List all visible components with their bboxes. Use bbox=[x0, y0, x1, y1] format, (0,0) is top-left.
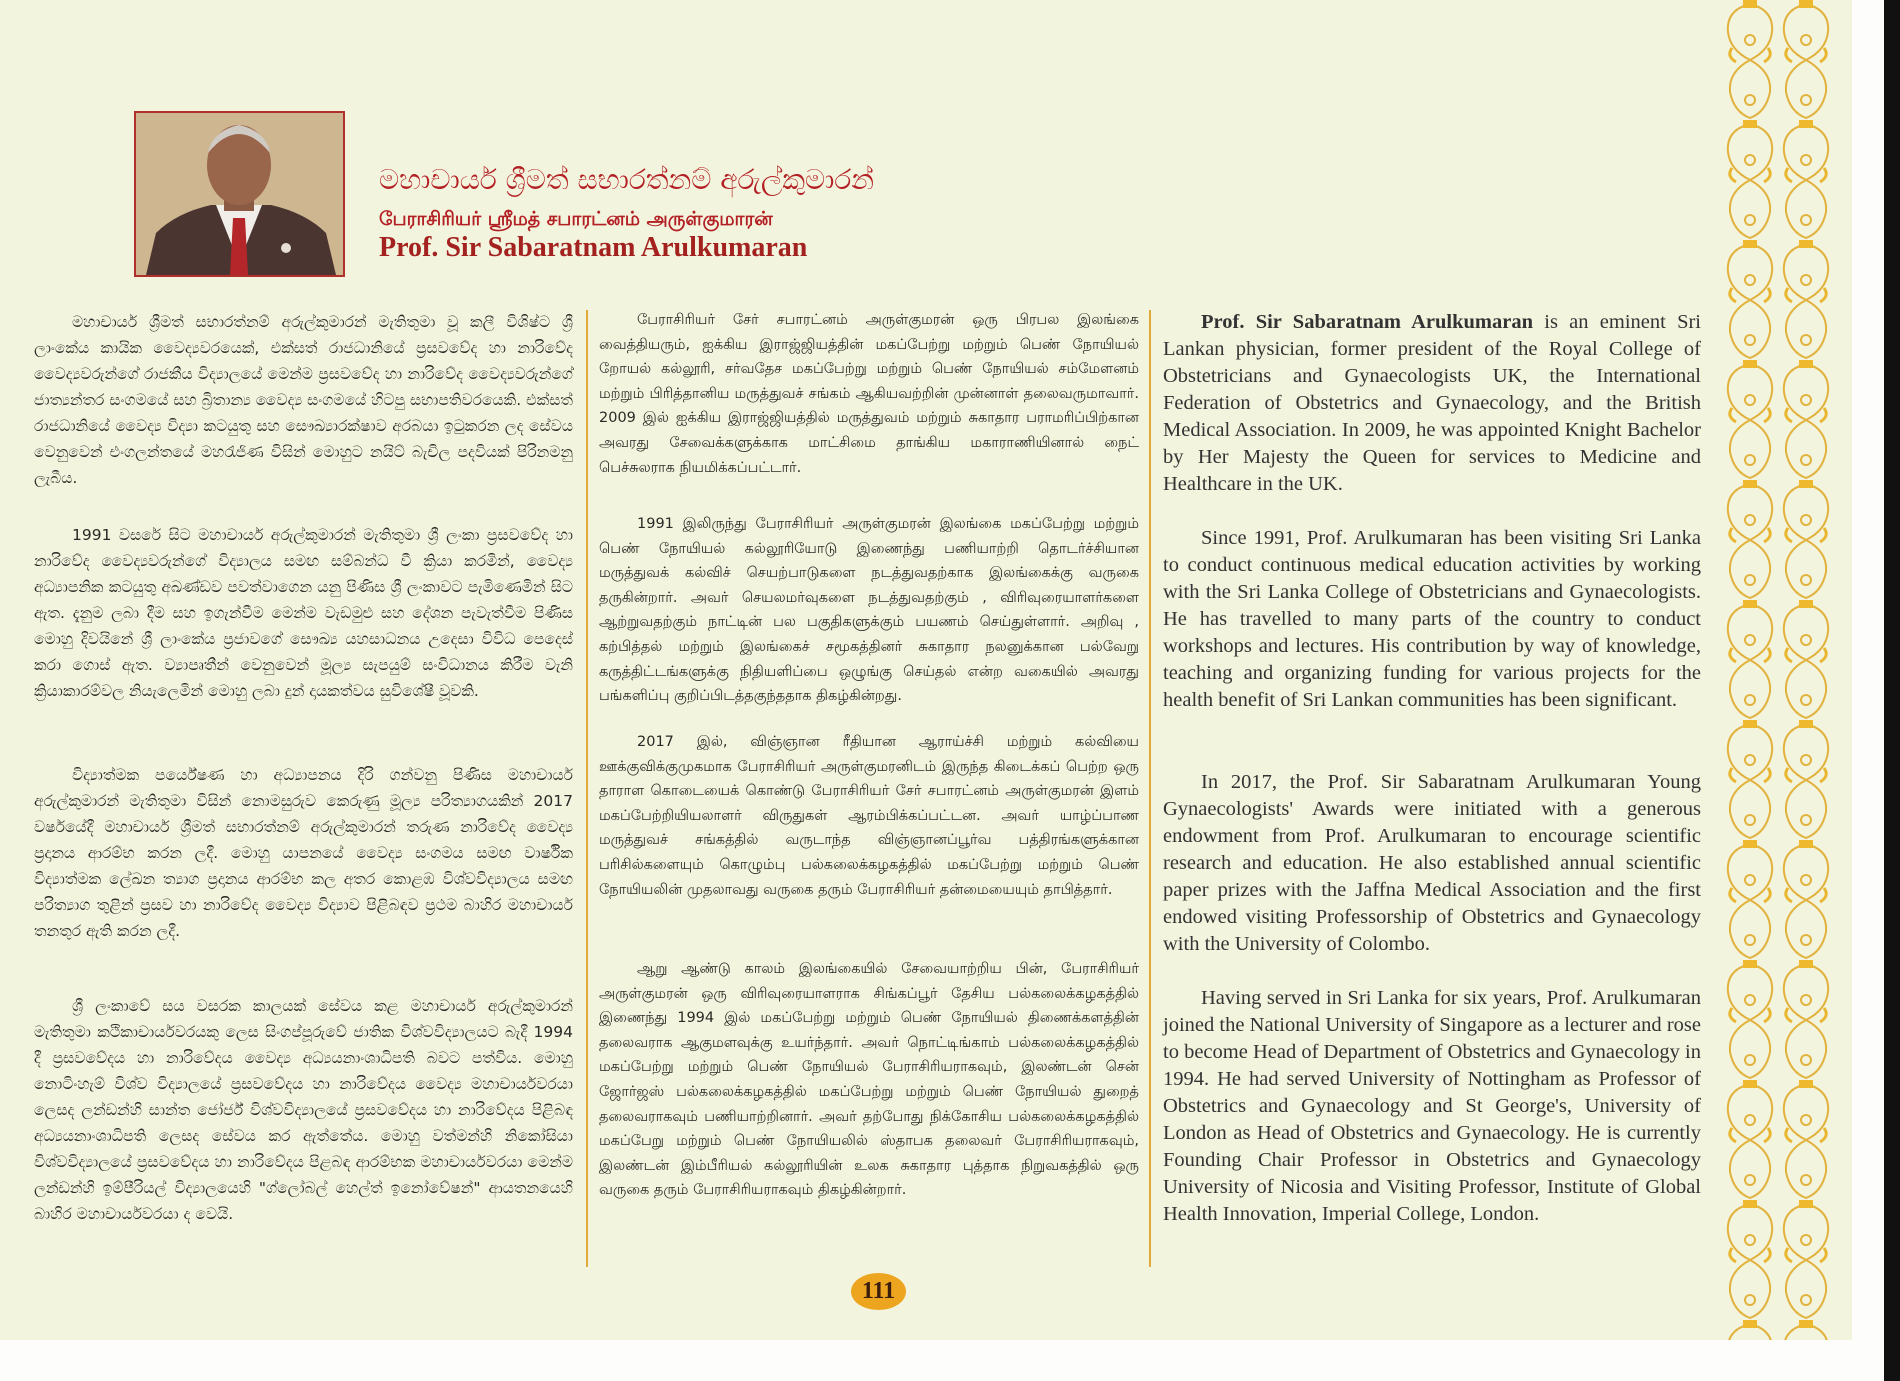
tamil-paragraph: ஆறு ஆண்டு காலம் இலங்கையில் சேவையாற்றிய பின், பேராசிரியர் அருள்குமரன் ஒரு விரிவுரையாளராக சிங்கப்பூர் தேசிய பல்கலைக்கழகத்தில் இணைந்து 1994 இல் மகப்பேற்று மற்றும் பெண் நோயியல் திணைக்களத்தின் தலைவராக ஆகுமளவுக்கு உயர்ந்தார். அவர் நொட்டிங்காம் பல்கலைக்கழகத்தில் மகப்பேற்று மற்றும் பெண் நோயியல் பேராசிரியராகவும், இலண்டன் சென் ஜோர்ஜஸ் பல்கலைக்கழகத்தில் மகப்பேற்று மற்றும் பெண் நோயியல் துறைத் தலைவராகவும் பணியாற்றினார். அவர் தற்போது நிக்கோசிய பல்கலைக்கழகத்தில் மகப்பேறு மற்றும் பெண் நோயியலில் ஸ்தாபக தலைவர் பேராசிரியராகவும், இலண்டன் இம்பீரியல் கல்லூரியின் உலக சுகாதார புத்தாக நிறுவகத்தில் ஒரு வருகை தரும் பேராசிரியராகவும் திகழ்கின்றார். bbox=[599, 961, 1139, 1199]
sinhala-paragraph: ශ්‍රී ලංකාවේ සය වසරක කාලයක් සේවය කළ මහාචාර්ය අරුල්කුමාරන් මැතිතුමා කථිකාචාර්යවරයකු ලෙස සිංගප්පූරුවේ ජාතික විශ්වවිද්‍යාලයට බැදී 1994 දී ප්‍රසවවේදය හා නාරිවේදය වෛද්‍ය අධ්‍යයනාංශාධිපති බවට පත්විය. මොහු නොටිංහැම් විශ්ව විද්‍යාලයේ ප්‍රසවවේදය හා නාරිවේදය වෛද්‍ය මහාචාර්යවරයා ලෙසද ලන්ඩන්හි සාන්ත ජෝර්ජ් විශ්වවිද්‍යාලයේ ප්‍රසවවේදය හා නාරිවේදය පිළිබඳ අධ්‍යයනාංශාධිපති ලෙසද සේවය කර ඇත්තේය. මොහු වත්මන්හි නිකෝසියා විශ්වවිද්‍යාලයේ ප්‍රසවවේදය හා නාරිවේදය පිළබඳ ආරම්භක මහාචාර්යවරයා මෙන්ම ලන්ඩන්හි ඉම්පීරියල් විද්‍යාලයෙහි "ග්ලෝබල් හෙල්ත් ඉනෝවේෂන්" ආයතනයෙහි බාහිර මහාචාර්යවරයා ද වෙයි. bbox=[34, 997, 573, 1223]
english-paragraph: Since 1991, Prof. Arulkumaran has been visiting Sri Lanka to conduct continuous medical education activities by working with the Sri Lanka College of Obstetricians and Gynaecologists. He has travelled to many parts of the country to conduct workshops and lectures. His contribution by way of knowledge, teaching and organizing funding for various projects for the health benefit of Sri Lankan communities has been significant. bbox=[1163, 527, 1701, 711]
english-paragraph: In 2017, the Prof. Sir Sabaratnam Arulkumaran Young Gynaecologists' Awards were initiated with a generous endowment from Prof. Arulkumaran to encourage scientific research and education. He also established annual scientific paper prizes with the Jaffna Medical Association and the first endowed visiting Professorship of Obstetrics and Gynaecology with the University of Colombo. bbox=[1163, 771, 1701, 955]
portrait-photo bbox=[134, 111, 345, 277]
tamil-paragraph: பேராசிரியர் சேர் சபாரட்னம் அருள்குமரன் ஒரு பிரபல இலங்கை வைத்தியரும், ஐக்கிய இராஜ்ஜியத்தின் மகப்பேற்று மற்றும் பெண் நோயியல் றோயல் கல்லூரி, சர்வதேச மகப்பேற்று மற்றும் பெண் நோயியல் சம்மேளனம் மற்றும் பிரித்தானிய மருத்துவச் சங்கம் ஆகியவற்றின் முன்னாள் தலைவருமாவார். 2009 இல் ஐக்கிய இராஜ்ஜியத்தில் மருத்துவம் மற்றும் சுகாதார பராமரிப்பிற்கான அவரது சேவைக்களுக்காக மாட்சிமை தாங்கிய மகாராணியினால் நைட் பெச்சுலராக நியமிக்கப்பட்டார். bbox=[599, 312, 1139, 476]
gold-ornament-border bbox=[1722, 0, 1834, 1340]
english-paragraph: Prof. Sir Sabaratnam Arulkumaran is an eminent Sri Lankan physician, former president of the Royal College of Obstetricians and Gynaecologists UK, the International Federation of Obstetrics and Gynaecology, and the British Medical Association. In 2009, he was appointed Knight Bachelor by Her Majesty the Queen for services to Medicine and Healthcare in the UK. bbox=[1163, 311, 1701, 495]
column-divider bbox=[1149, 310, 1151, 1267]
english-paragraph: Having served in Sri Lanka for six years, Prof. Arulkumaran joined the National University of Singapore as a lecturer and rose to become Head of Department of Obstetrics and Gynaecology in 1994. He had served University of Nottingham as Professor of Obstetrics and Gynaecology and St George's, University of London as Head of Obstetrics and Gynaecology. He is currently Founding Chair Professor in Obstetrics and Gynaecology University of Nicosia and Visiting Professor, Institute of Global Health Innovation, Imperial College, London. bbox=[1163, 987, 1701, 1225]
title-sinhala: මහාචාර්ය ශ්‍රීමත් සභාරත්නම් අරුල්කුමාරන් bbox=[379, 163, 875, 196]
column-divider bbox=[586, 310, 588, 1267]
name-bold: Prof. Sir Sabaratnam Arulkumaran bbox=[1201, 311, 1533, 333]
sinhala-paragraph: විද්‍යාත්මක පර්යේෂණ හා අධ්‍යාපනය දිරි ගන්වනු පිණිස මහාචාර්ය අරුල්කුමාරන් මැතිතුමා විසින් නොමසුරුව කෙරුණු මූල්‍ය පරිත්‍යාගයකින් 2017 වර්ෂයේදී මහාචාර්ය ශ්‍රීමත් සභාරත්නම් අරුල්කුමාරන් තරුණ නාරිවේද වෛද්‍ය ප්‍රදානය ආරම්භ කරන ලදී. මොහු යාපනයේ වෛද්‍ය සංගමය සමඟ වාර්ෂික විද්‍යාත්මක ලේඛන ත්‍යාග ප්‍රදානය ආරම්භ කල අතර කොළඹ විශ්වවිද්‍යාලය සමඟ පරිත්‍යාග තුළින් ප්‍රසව හා නාරිවේද වෛද්‍ය විද්‍යාව පිළිබඳව ප්‍රථම බාහිර මහාචාර්ය තනතුර ඇති කරන ලදී. bbox=[34, 766, 573, 940]
title-tamil: பேராசிரியர் ஸ்ரீமத் சபாரட்னம் அருள்குமாரன் bbox=[379, 208, 773, 230]
tamil-paragraph: 1991 இலிருந்து பேராசிரியர் அருள்குமரன் இலங்கை மகப்பேற்று மற்றும் பெண் நோயியல் கல்லூரியோடு இணைந்து பணியாற்றி தொடர்ச்சியான மருத்துவக் கல்விச் செயற்பாடுகளை நடத்துவதற்காக இலங்கைக்கு வருகை தருகின்றார். அவர் செயலமர்வுகளை நடத்துவதற்கும் , விரிவுரையாளர்களை ஆற்றுவதற்கும் நாட்டின் பல பகுதிகளுக்கும் பயணம் செய்துள்ளார். அறிவு , கற்பித்தல் மற்றும் இலங்கைச் சமூகத்தினர் சுகாதார நலனுக்கான பல்வேறு கருத்திட்டங்களுக்கு நிதியளிப்பை ஒழுங்கு செய்தல் என்ற வகையில் அவரது பங்களிப்பு குறிப்பிடத்தகுந்ததாக திகழ்கின்றது. bbox=[599, 516, 1139, 705]
tamil-paragraph: 2017 இல், விஞ்ஞான ரீதியான ஆராய்ச்சி மற்றும் கல்வியை ஊக்குவிக்குமுகமாக பேராசிரியர் அருள்குமரனிடம் இருந்த கிடைக்கப் பெற்ற ஒரு தாராள கொடையைக் கொண்டு பேராசிரியர் சேர் சபாரட்னம் அருள்குமரன் இளம் மகப்பேற்றியியலாளர் விருதுகள் ஆரம்பிக்கப்பட்டன. அவர் யாழ்ப்பாண மருத்துவச் சங்கத்தில் வருடாந்த விஞ்ஞானப்பூர்வ பத்திரங்களுக்கான பரிசில்களையும் கொழும்பு பல்கலைக்கழகத்தில் மகப்பேற்று மற்றும் பெண் நோயியலின் முதலாவது வருகை தரும் பேராசிரியர் தன்மையையும் தாபித்தார். bbox=[599, 734, 1139, 898]
page-number-badge: 111 bbox=[851, 1273, 906, 1310]
sinhala-paragraph: 1991 වසරේ සිට මහාචාර්ය අරුල්කුමාරන් මැතිතුමා ශ්‍රී ලංකා ප්‍රසවවේද හා නාරිවේද වෛද්‍යවරුන්ගේ විද්‍යාලය සමඟ සම්බන්ධ වී ක්‍රියා කරමින්, වෛද්‍ය අධ්‍යාපනික කටයුතු අඛණ්ඩව පවත්වාගෙන යනු පිණිස ශ්‍රී ලංකාවට පැමිණෙමින් සිට ඇත. දැනුම ලබා දීම සහ ඉගැන්වීම මෙන්ම වැඩමුළු සහ දේශන පැවැත්වීම පිණිස මොහු දිවයිනේ ශ්‍රී ලාංකේය ප්‍රජාවගේ සෞඛ්‍ය යහසාධනය උදෙසා විවිධ පෙදෙස් කරා ගොස් ඇත. ව්‍යාපෘතීන් වෙනුවෙන් මූල්‍ය සැපයුම් සංවිධානය කිරීම වැනි ක්‍රියාකාරම්වල නියැලෙමින් මොහු ලබා දුන් දායකත්වය සුවිශේෂී වූවකි. bbox=[34, 526, 573, 700]
scanner-edge bbox=[1884, 0, 1900, 1381]
title-english: Prof. Sir Sabaratnam Arulkumaran bbox=[379, 232, 808, 263]
sinhala-paragraph: මහාචාර්ය ශ්‍රීමත් සභාරත්නම් අරුල්කුමාරන් මැතිතුමා වූ කලී විශිෂ්ට ශ්‍රී ලාංකේය කායික වෛද්‍යවරයෙක්, එක්සත් රාජධානියේ ප්‍රසවවේද හා නාරිවේද වෛද්‍යවරුන්ගේ රාජකීය විද්‍යාලයේ මෙන්ම ප්‍රසවවේද හා නාරිවේද වෛද්‍යවරුන්ගේ ජාත්‍යන්තර සංගමයේ සහ බ්‍රිතාන්‍ය වෛද්‍ය සංගමයේ හිටපු සභාපතිවරයෙකි. එක්සත් රාජධානියේ වෛද්‍ය විද්‍යා කටයුතු සහ සෞඛ්‍යාරක්ෂාව අරබයා ඉටුකරන ලද සේවය වෙනුවෙන් එංගලන්තයේ මහරැජිණ විසින් මොහුට නයිට් බැචිල පදවියක් පිරිනමනු ලැබීය. bbox=[34, 313, 573, 487]
